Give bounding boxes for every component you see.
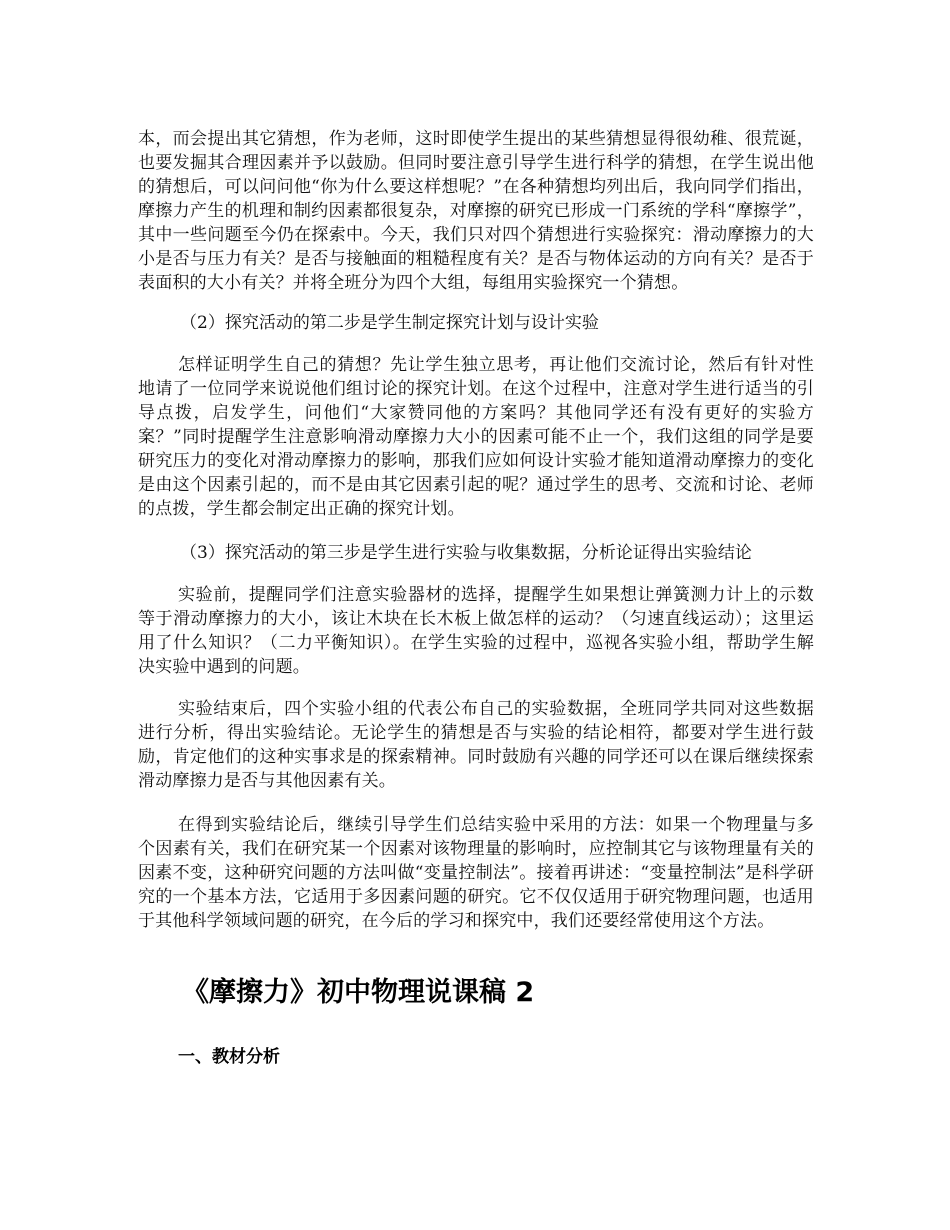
paragraph-hypotheses: 本，而会提出其它猜想，作为老师，这时即使学生提出的某些猜想显得很幼稚、很荒诞，也要发掘其合理因素并予以鼓励。但同时要注意引导学生进行科学的猜想，在学生说出他的猜想后，可以问问他“你为什么要这样想呢？”在各种猜想均列出后，我向同学们指出，摩擦力产生的机理和制约因素都很复杂，对摩擦的研究已形成一门系统的学科“摩擦学”，其中一些问题至今仍在探索中。今天，我们只对四个猜想进行实验探究：滑动摩擦力的大小是否与压力有关？是否与接触面的粗糙程度有关？是否与物体运动的方向有关？是否于表面积的大小有关？并将全班分为四个大组，每组用实验探究一个猜想。 (138, 129, 814, 293)
paragraph-method: 在得到实验结论后，继续引导学生们总结实验中采用的方法：如果一个物理量与多个因素有关，我们在研究某一个因素对该物理量的影响时，应控制其它与该物理量有关的因素不变，这种研究问题的方法叫做“变量控制法”。接着再讲述：“变量控制法”是科学研究的一个基本方法，它适用于多因素问题的研究。它不仅仅适用于研究物理问题，也适用于其他科学领域问题的研究，在今后的学习和探究中，我们还要经常使用这个方法。 (138, 815, 814, 931)
subheading-step-2: （2）探究活动的第二步是学生制定探究计划与设计实验 (180, 313, 599, 333)
paragraph-experiment: 实验前，提醒同学们注意实验器材的选择，提醒学生如果想让弹簧测力计上的示数等于滑动摩擦力的大小，该让木块在长木板上做怎样的运动？（匀速直线运动）；这里运用了什么知识？（二力平衡知识）。在学生实验的过程中，巡视各实验小组，帮助学生解决实验中遇到的问题。 (138, 585, 814, 677)
subheading-step-3: （3）探究活动的第三步是学生进行实验与收集数据，分析论证得出实验结论 (180, 543, 752, 563)
section-heading: 一、教材分析 (178, 1047, 280, 1067)
document-title: 《摩擦力》初中物理说课稿 2 (182, 977, 535, 1008)
paragraph-results: 实验结束后，四个实验小组的代表公布自己的实验数据，全班同学共同对这些数据进行分析，得出实验结论。无论学生的猜想是否与实验的结论相符，都要对学生进行鼓励，肯定他们的这种实事求是的探索精神。同时鼓励有兴趣的同学还可以在课后继续探索滑动摩擦力是否与其他因素有关。 (138, 699, 814, 791)
paragraph-plan: 怎样证明学生自己的猜想？先让学生独立思考，再让他们交流讨论，然后有针对性地请了一位同学来说说他们组讨论的探究计划。在这个过程中，注意对学生进行适当的引导点拨，启发学生，问他们“大家赞同他的方案吗？其他同学还有没有更好的实验方案？”同时提醒学生注意影响滑动摩擦力大小的因素可能不止一个，我们这组的同学是要研究压力的变化对滑动摩擦力的影响，那我们应如何设计实验才能知道滑动摩擦力的变化是由这个因素引起的，而不是由其它因素引起的呢？通过学生的思考、交流和讨论、老师的点拨，学生都会制定出正确的探究计划。 (138, 355, 814, 519)
